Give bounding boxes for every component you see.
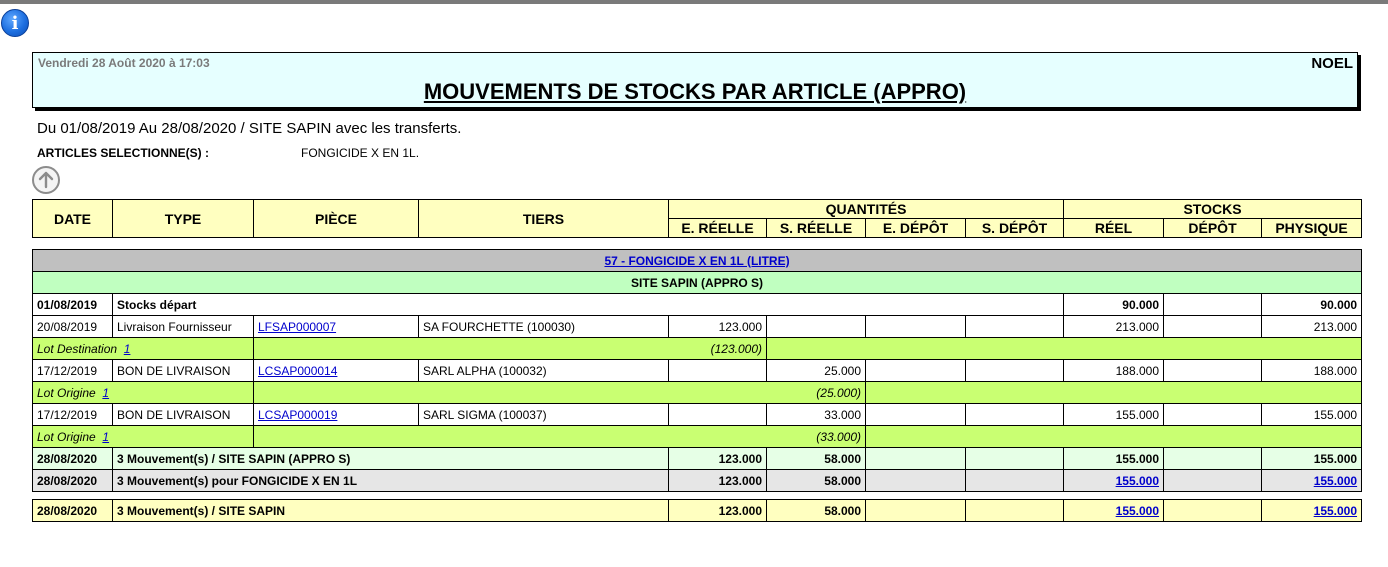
report-period: Du 01/08/2019 Au 28/08/2020 / SITE SAPIN avec les transferts. [37,120,462,137]
subtotal-site-row [33,448,1362,470]
articles-label: ARTICLES SELECTIONNE(S) : [37,146,210,160]
col-s-depot: S. DÉPÔT [966,219,1064,238]
mv-date: 17/12/2019 [33,404,113,426]
lot-qty: (33.000) [254,426,866,448]
mv-type: BON DE LIVRAISON [113,360,254,382]
start-row [33,294,1362,316]
mv-tiers: SARL ALPHA (100032) [419,360,669,382]
site-header: SITE SAPIN (APPRO S) [33,272,1362,294]
mv-date: 17/12/2019 [33,360,113,382]
article-link[interactable]: 57 - FONGICIDE X EN 1L (LITRE) [604,253,790,268]
mv-physique: 188.000 [1262,360,1362,382]
start-physique: 90.000 [1262,294,1362,316]
start-reel: 90.000 [1064,294,1164,316]
col-date: DATE [33,200,113,238]
lot-row [33,426,1362,448]
report-date: Vendredi 28 Août 2020 à 17:03 [38,56,210,70]
grand-physique-link[interactable]: 155.000 [1313,503,1358,518]
subtotal-date: 28/08/2020 [33,448,113,470]
col-e-reelle: E. RÉELLE [669,219,767,238]
mv-reel: 155.000 [1064,404,1164,426]
col-e-depot: E. DÉPÔT [866,219,966,238]
top-border [0,0,1388,4]
movements-table [32,249,1362,492]
total-e-reelle: 123.000 [669,470,767,492]
mv-s-reelle: 25.000 [767,360,866,382]
lot-qty: (25.000) [254,382,866,404]
table-row [33,316,1362,338]
mv-physique: 155.000 [1262,404,1362,426]
lot-qty: (123.000) [254,338,767,360]
lot-link[interactable]: 1 [123,341,131,356]
col-type: TYPE [113,200,254,238]
grand-label: 3 Mouvement(s) / SITE SAPIN [113,500,669,522]
column-header-table [32,199,1362,238]
total-article-row [33,470,1362,492]
lot-label: Lot Origine [37,385,96,400]
col-stocks: STOCKS [1064,200,1362,219]
col-physique: PHYSIQUE [1262,219,1362,238]
subtotal-physique: 155.000 [1262,448,1362,470]
col-reel: RÉEL [1064,219,1164,238]
total-date: 28/08/2020 [33,470,113,492]
start-type: Stocks départ [113,294,1064,316]
col-piece: PIÈCE [254,200,419,238]
mv-piece-link[interactable]: LFSAP000007 [258,319,337,334]
start-date: 01/08/2019 [33,294,113,316]
mv-reel: 213.000 [1064,316,1164,338]
col-tiers: TIERS [419,200,669,238]
subtotal-s-reelle: 58.000 [767,448,866,470]
site-row [33,272,1362,294]
mv-e-reelle: 123.000 [669,316,767,338]
lot-row [33,382,1362,404]
mv-type: BON DE LIVRAISON [113,404,254,426]
col-s-reelle: S. RÉELLE [767,219,866,238]
table-row [33,404,1362,426]
report-header [32,52,1358,108]
lot-row [33,338,1362,360]
report-user: NOEL [1311,55,1353,72]
table-row [33,360,1362,382]
mv-piece-link[interactable]: LCSAP000014 [258,363,338,378]
mv-reel: 188.000 [1064,360,1164,382]
lot-link[interactable]: 1 [102,385,110,400]
col-depot: DÉPÔT [1164,219,1262,238]
grand-e-reelle: 123.000 [669,500,767,522]
info-icon[interactable]: i [1,9,29,37]
mv-s-reelle: 33.000 [767,404,866,426]
grand-total-row [33,500,1362,522]
total-s-reelle: 58.000 [767,470,866,492]
mv-type: Livraison Fournisseur [113,316,254,338]
report-title: MOUVEMENTS DE STOCKS PAR ARTICLE (APPRO) [423,79,967,104]
mv-e-reelle [669,404,767,426]
col-quantites: QUANTITÉS [669,200,1064,219]
lot-label: Lot Origine [37,429,96,444]
grand-reel-link[interactable]: 155.000 [1115,503,1160,518]
total-label: 3 Mouvement(s) pour FONGICIDE X EN 1L [113,470,669,492]
lot-link[interactable]: 1 [102,429,110,444]
total-physique-link[interactable]: 155.000 [1313,473,1358,488]
mv-tiers: SARL SIGMA (100037) [419,404,669,426]
total-reel-link[interactable]: 155.000 [1115,473,1159,488]
mv-s-reelle [767,316,866,338]
grand-total-table [32,499,1362,522]
mv-date: 20/08/2019 [33,316,113,338]
arrow-up-icon[interactable] [32,166,60,194]
subtotal-label: 3 Mouvement(s) / SITE SAPIN (APPRO S) [113,448,669,470]
subtotal-e-reelle: 123.000 [669,448,767,470]
articles-value: FONGICIDE X EN 1L. [301,146,420,160]
mv-piece-link[interactable]: LCSAP000019 [258,407,338,422]
grand-date: 28/08/2020 [33,500,113,522]
subtotal-reel: 155.000 [1064,448,1164,470]
mv-physique: 213.000 [1262,316,1362,338]
article-row [33,250,1362,272]
grand-s-reelle: 58.000 [767,500,866,522]
lot-label: Lot Destination [37,341,118,356]
mv-e-reelle [669,360,767,382]
mv-tiers: SA FOURCHETTE (100030) [419,316,669,338]
